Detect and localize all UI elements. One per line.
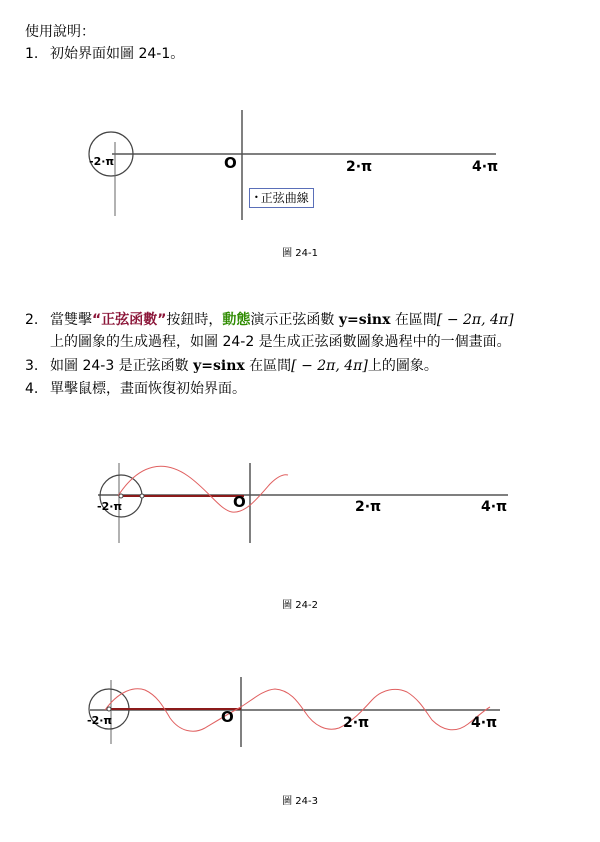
circle-point: [140, 494, 144, 498]
instruction-item-3: [25, 356, 438, 376]
figure-caption-24-2: 圖 24-2: [282, 600, 318, 611]
tick-label-neg-2pi: -2·π: [87, 714, 113, 727]
figure-24-3: [0, 672, 600, 752]
tick-label-2pi: 2·π: [346, 159, 373, 175]
instructions-heading: 使用說明：: [25, 24, 95, 40]
tick-label-neg-2pi: -2·π: [89, 155, 115, 168]
function-expression: y=sinx: [193, 358, 245, 374]
instruction-item-2-continued: 上的圖象的生成過程，如圖 24-2 是生成正弦函數圖象過程中的一個畫面。: [50, 334, 511, 350]
sine-curve-button[interactable]: [249, 188, 314, 208]
item-number: 2.: [25, 312, 39, 328]
circle-center-point: [119, 494, 123, 498]
tick-label-4pi: 4·π: [471, 715, 498, 731]
function-expression: y=sinx: [338, 312, 391, 328]
tick-label-neg-2pi: -2·π: [97, 500, 123, 513]
button-dot-icon: •: [254, 193, 259, 202]
item-text: 按鈕時，: [166, 312, 223, 328]
item-text: 演示正弦函數: [250, 312, 339, 328]
tick-label-2pi: 2·π: [343, 715, 370, 731]
tick-label-4pi: 4·π: [481, 499, 508, 515]
item-text: 上的圖象。: [367, 358, 438, 374]
tick-label-2pi: 2·π: [355, 499, 382, 515]
figure-caption-24-1: 圖 24-1: [282, 248, 318, 259]
item-text: 初始界面如圖 24-1。: [50, 46, 185, 62]
interval-expression: [ − 2π, 4π]: [291, 358, 368, 374]
origin-label: O: [221, 708, 234, 726]
item-text: 在區間: [390, 312, 437, 328]
figure-caption-24-3: 圖 24-3: [282, 796, 318, 807]
figure-24-2: [0, 458, 600, 548]
item-number: 1.: [25, 46, 39, 62]
item-number: 3.: [25, 358, 39, 374]
item-text: 如圖 24-3 是正弦函數: [50, 358, 194, 374]
figure-24-1: [0, 110, 600, 230]
item-number: 4.: [25, 381, 39, 397]
partial-sine-curve: [118, 466, 288, 512]
instruction-item-1: [25, 44, 184, 64]
origin-label: O: [233, 493, 246, 511]
instruction-item-4: [25, 379, 246, 399]
item-text: 單擊鼠標，畫面恢復初始界面。: [50, 381, 246, 397]
origin-label: O: [224, 154, 237, 172]
quoted-button-name: “正弦函數”: [92, 312, 167, 328]
item-text: 當雙擊: [50, 312, 92, 328]
dynamic-highlight: 動態: [222, 312, 251, 328]
circle-center-point: [107, 707, 111, 711]
tick-label-4pi: 4·π: [472, 159, 499, 175]
sine-curve-button-label: 正弦曲線: [260, 191, 309, 205]
item-text: 在區間: [244, 358, 292, 374]
interval-expression: [ − 2π, 4π]: [436, 312, 514, 328]
instruction-item-2: [25, 310, 514, 330]
